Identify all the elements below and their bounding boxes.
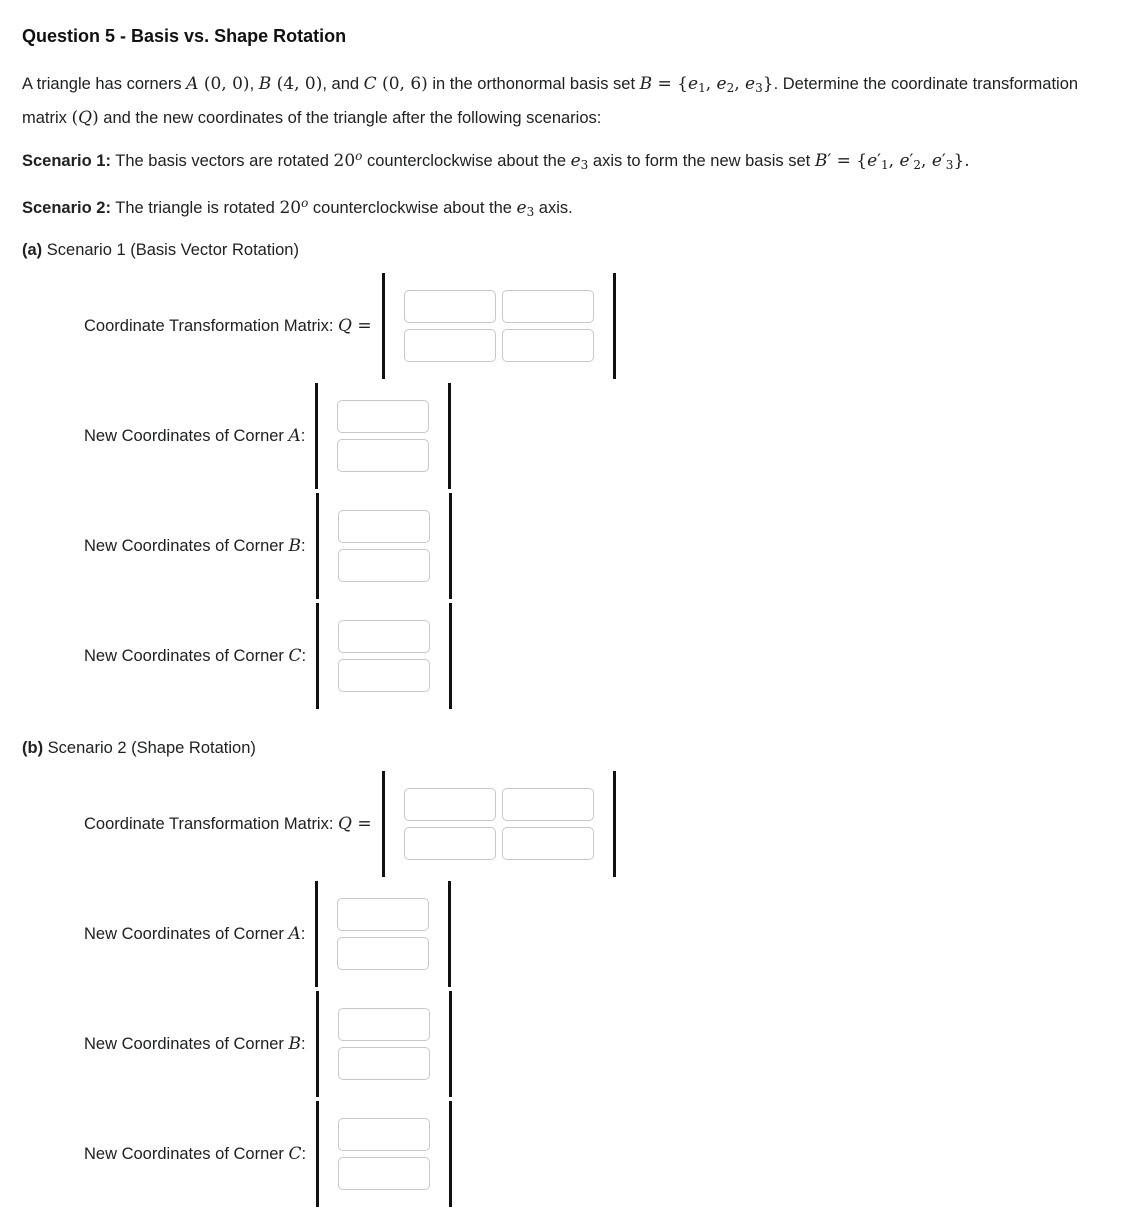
section-a [22,235,1123,709]
sec-a-corner-b-input-2[interactable] [338,549,430,582]
sec-a-matrix-input-21[interactable] [404,329,496,362]
sec-a-corner-a-label: New Coordinates of Corner A: [84,426,306,446]
sec-a-matrix-input-12[interactable] [502,290,594,323]
sec-a-corner-b-input-1[interactable] [338,510,430,543]
sec-b-corner-a-input-2[interactable] [337,937,429,970]
sec-b-corner-a-vector [315,881,451,987]
matrix-right-bar [448,383,451,489]
sec-b-corner-c-label: New Coordinates of Corner C: [84,1144,307,1164]
matrix-right-bar [449,493,452,599]
sec-b-corner-b-input-2[interactable] [338,1047,430,1080]
matrix-left-bar [315,383,318,489]
sec-b-corner-c-input-2[interactable] [338,1157,430,1190]
sec-b-corner-c-row [22,1101,1123,1207]
sec-b-corner-c-input-1[interactable] [338,1118,430,1151]
sec-a-corner-c-row [22,603,1123,709]
matrix-right-bar [613,771,616,877]
sec-b-matrix-input-22[interactable] [502,827,594,860]
matrix-left-bar [315,881,318,987]
sec-a-matrix-row [22,273,1123,379]
matrix-right-bar [613,273,616,379]
sec-b-matrix-input-12[interactable] [502,788,594,821]
sec-b-corner-a-row [22,881,1123,987]
sec-a-corner-c-label: New Coordinates of Corner C: [84,646,307,666]
matrix-left-bar [316,1101,319,1207]
sec-b-matrix-input-11[interactable] [404,788,496,821]
scenario-1-text: Scenario 1: The basis vectors are rotated 20$^o$ counterclockwise about the e3 axis to form the new basis set B′ = {e′1, e′2, e′3}. [22,149,970,172]
sec-a-corner-c-input-1[interactable] [338,620,430,653]
sec-b-corner-b-row [22,991,1123,1097]
sec-a-matrix-input-22[interactable] [502,329,594,362]
sec-a-matrix-input-11[interactable] [404,290,496,323]
sec-b-corner-a-label: New Coordinates of Corner A: [84,924,306,944]
matrix-right-bar [448,881,451,987]
matrix-left-bar [316,493,319,599]
sec-a-corner-b-row [22,493,1123,599]
matrix-left-bar [316,603,319,709]
sec-b-corner-a-input-1[interactable] [337,898,429,931]
sec-a-corner-a-input-2[interactable] [337,439,429,472]
matrix-right-bar [449,991,452,1097]
sec-b-matrix-input-21[interactable] [404,827,496,860]
sec-b-corner-b-label: New Coordinates of Corner B: [84,1034,306,1054]
question-intro: A triangle has corners A (0, 0), B (4, 0), and C (0, 6) in the orthonormal basis set B = {e1, e2, e3}. Determine the coordinate transformation matrix (Q) and the new coordinates of the triangle after the following scenarios: [22,74,1079,128]
sec-a-matrix [382,273,616,379]
sec-a-corner-a-row [22,383,1123,489]
matrix-left-bar [382,273,385,379]
sec-b-matrix-row [22,771,1123,877]
sec-b-corner-b-input-1[interactable] [338,1008,430,1041]
question-title: Question 5 - Basis vs. Shape Rotation [22,26,347,46]
sec-b-corner-b-vector [316,991,452,1097]
matrix-left-bar [382,771,385,877]
sec-a-corner-a-vector [315,383,451,489]
sec-a-corner-b-label: New Coordinates of Corner B: [84,536,306,556]
sec-a-corner-a-input-1[interactable] [337,400,429,433]
sec-b-matrix [382,771,616,877]
matrix-right-bar [449,1101,452,1207]
section-a-heading: (a) Scenario 1 (Basis Vector Rotation) [22,241,299,259]
sec-b-matrix-label: Coordinate Transformation Matrix: Q = [84,814,372,834]
sec-b-corner-c-vector [316,1101,452,1207]
sec-a-corner-c-vector [316,603,452,709]
section-b [22,733,1123,1207]
matrix-left-bar [316,991,319,1097]
sec-a-corner-b-vector [316,493,452,599]
matrix-right-bar [449,603,452,709]
scenario-2-text: Scenario 2: The triangle is rotated 20$^o$ counterclockwise about the e3 axis. [22,196,573,219]
sec-a-corner-c-input-2[interactable] [338,659,430,692]
section-b-heading: (b) Scenario 2 (Shape Rotation) [22,739,256,757]
sec-a-matrix-label: Coordinate Transformation Matrix: Q = [84,316,372,336]
